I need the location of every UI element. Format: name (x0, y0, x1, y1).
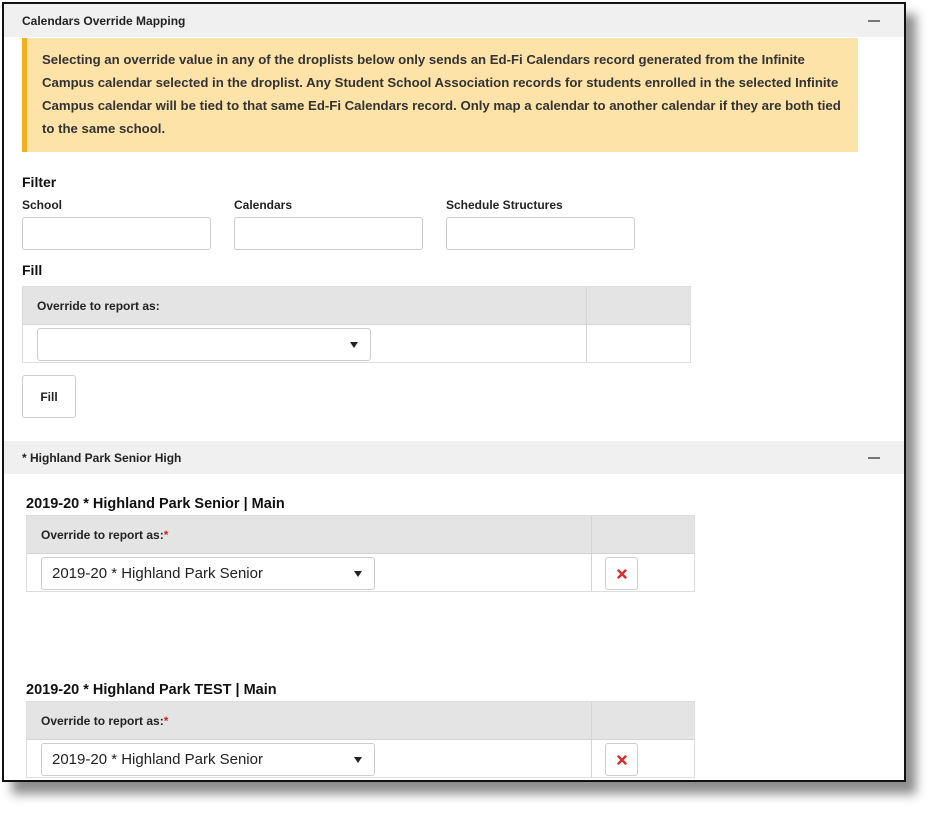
app-window (2, 2, 906, 782)
calendar-override-table (26, 515, 695, 592)
column-divider (591, 702, 592, 777)
calendars-filter-input[interactable] (234, 217, 423, 250)
calendar-selected-value: 2019-20 * Highland Park Senior (52, 565, 263, 582)
calendar-override-select[interactable] (41, 743, 375, 776)
close-icon (617, 755, 627, 765)
fill-table (22, 286, 691, 363)
fill-column-header: Override to report as: (37, 299, 160, 313)
mapping-section-header[interactable] (4, 4, 904, 37)
column-divider (591, 516, 592, 591)
remove-override-button[interactable] (605, 557, 638, 590)
calendars-filter-label: Calendars (234, 198, 293, 212)
calendar-title: 2019-20 * Highland Park Senior | Main (26, 496, 285, 512)
school-section-title: * Highland Park Senior High (22, 450, 182, 465)
column-divider (586, 287, 587, 362)
minus-icon[interactable] (868, 20, 880, 22)
calendar-table-header (27, 702, 694, 740)
calendar-selected-value: 2019-20 * Highland Park Senior (52, 751, 263, 768)
override-column-label: Override to report as: (41, 528, 164, 542)
close-icon (617, 569, 627, 579)
override-notice: Selecting an override value in any of the droplists below only sends an Ed-Fi Calendars record generated from the Infinite Campus calendar selected in the droplist. Any Student School Association records for students enrolled in the selected Infinite Campus calendar will be tied to that same Ed-Fi Calendars record. Only map a calendar to another calendar if they are both tied to the same school. (22, 38, 858, 152)
filter-heading: Filter (22, 174, 57, 190)
override-column-header (41, 714, 168, 728)
school-section-header[interactable] (4, 441, 904, 474)
remove-override-button[interactable] (605, 743, 638, 776)
schedule-structures-filter-label: Schedule Structures (446, 198, 563, 212)
calendar-override-table (26, 701, 695, 778)
caret-down-icon (354, 757, 362, 763)
caret-down-icon (354, 571, 362, 577)
caret-down-icon (350, 342, 358, 348)
fill-override-select[interactable] (37, 328, 371, 361)
override-column-header (41, 528, 168, 542)
calendar-title: 2019-20 * Highland Park TEST | Main (26, 682, 277, 698)
override-column-label: Override to report as: (41, 714, 164, 728)
required-marker: * (163, 714, 169, 728)
required-marker: * (163, 528, 169, 542)
minus-icon[interactable] (868, 457, 880, 459)
schedule-structures-filter-input[interactable] (446, 217, 635, 250)
school-filter-label: School (22, 198, 63, 212)
calendar-override-select[interactable] (41, 557, 375, 590)
fill-button[interactable]: Fill (22, 375, 76, 418)
calendar-table-header (27, 516, 694, 554)
fill-heading: Fill (22, 262, 43, 278)
fill-table-header (23, 287, 690, 325)
mapping-section-title: Calendars Override Mapping (22, 13, 186, 28)
school-filter-input[interactable] (22, 217, 211, 250)
